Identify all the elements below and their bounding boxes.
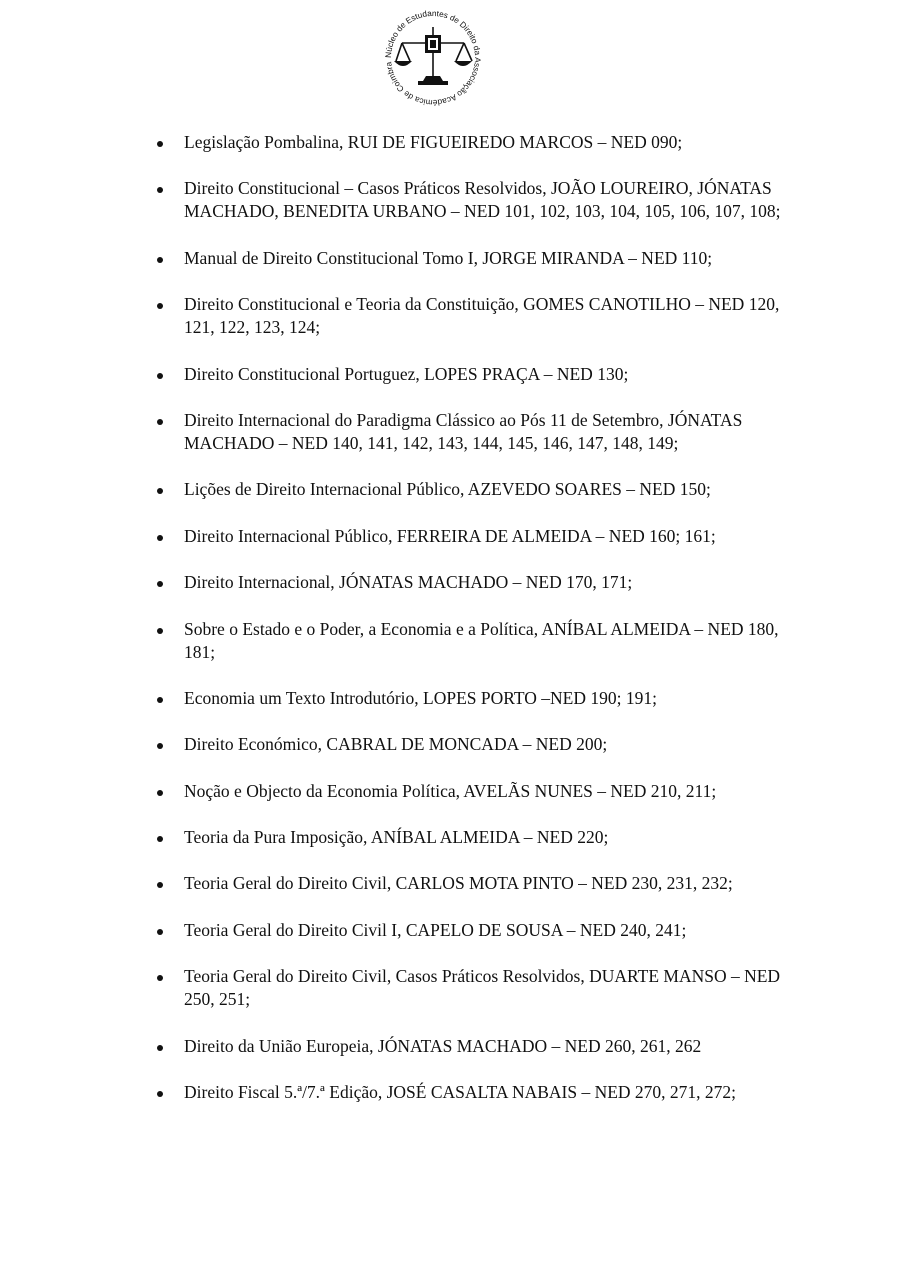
list-item — [155, 1035, 795, 1058]
list-item-text: Noção e Objecto da Economia Política, AVELÃS NUNES – NED 210, 211; — [184, 780, 717, 801]
ned-logo — [380, 5, 486, 111]
list-item-text: Direito Internacional do Paradigma Clássico ao Pós 11 de Setembro, JÓNATAS MACHADO – NED 140, 141, 142, 143, 144, 145, 146, 147, 148, 149; — [184, 409, 743, 453]
list-item — [155, 618, 795, 664]
list-item — [155, 525, 795, 548]
bullet-icon — [157, 141, 163, 147]
list-item-text: Direito Internacional Público, FERREIRA DE ALMEIDA – NED 160; 161; — [184, 525, 716, 546]
list-item — [155, 687, 795, 710]
list-item — [155, 965, 795, 1011]
list-item-text: Teoria da Pura Imposição, ANÍBAL ALMEIDA – NED 220; — [184, 827, 609, 848]
list-item-text: Direito Constitucional Portuguez, LOPES PRAÇA – NED 130; — [184, 363, 629, 384]
bullet-icon — [157, 697, 163, 703]
bullet-icon — [157, 1045, 163, 1051]
bullet-icon — [157, 929, 163, 935]
list-item-text: Sobre o Estado e o Poder, a Economia e a Política, ANÍBAL ALMEIDA – NED 180, 181; — [184, 618, 779, 662]
list-item-text: Direito Económico, CABRAL DE MONCADA – NED 200; — [184, 734, 608, 755]
list-item-text: Direito Constitucional – Casos Práticos Resolvidos, JOÃO LOUREIRO, JÓNATAS MACHADO, BENEDITA URBANO – NED 101, 102, 103, 104, 105, 106, 107, 108; — [184, 178, 781, 222]
list-item — [155, 733, 795, 756]
bullet-icon — [157, 257, 163, 263]
list-item-text: Manual de Direito Constitucional Tomo I, JORGE MIRANDA – NED 110; — [184, 247, 713, 268]
bullet-icon — [157, 836, 163, 842]
list-item — [155, 177, 795, 223]
bullet-icon — [157, 882, 163, 888]
list-item — [155, 409, 795, 455]
list-item-text: Direito da União Europeia, JÓNATAS MACHADO – NED 260, 261, 262 — [184, 1035, 702, 1056]
bullet-icon — [157, 628, 163, 634]
list-item — [155, 919, 795, 942]
list-item-text: Direito Internacional, JÓNATAS MACHADO – NED 170, 171; — [184, 572, 633, 593]
bullet-icon — [157, 1091, 163, 1097]
list-item — [155, 293, 795, 339]
list-item-text: Economia um Texto Introdutório, LOPES PORTO –NED 190; 191; — [184, 687, 657, 708]
list-item — [155, 872, 795, 895]
list-item — [155, 1081, 795, 1104]
list-item — [155, 780, 795, 803]
list-item-text: Lições de Direito Internacional Público, AZEVEDO SOARES – NED 150; — [184, 479, 711, 500]
list-item-text: Teoria Geral do Direito Civil, Casos Práticos Resolvidos, DUARTE MANSO – NED 250, 251; — [184, 966, 781, 1010]
bullet-icon — [157, 535, 163, 541]
list-item — [155, 826, 795, 849]
list-item — [155, 247, 795, 270]
bullet-icon — [157, 581, 163, 587]
list-item-text: Direito Constitucional e Teoria da Constituição, GOMES CANOTILHO – NED 120, 121, 122, 123, 124; — [184, 294, 780, 338]
list-item — [155, 363, 795, 386]
list-item-text: Teoria Geral do Direito Civil, CARLOS MOTA PINTO – NED 230, 231, 232; — [184, 873, 733, 894]
bullet-icon — [157, 743, 163, 749]
bullet-icon — [157, 975, 163, 981]
list-item — [155, 571, 795, 594]
list-item — [155, 131, 795, 154]
list-item-text: Legislação Pombalina, RUI DE FIGUEIREDO MARCOS – NED 090; — [184, 132, 683, 152]
list-item-text: Direito Fiscal 5.ª/7.ª Edição, JOSÉ CASALTA NABAIS – NED 270, 271, 272; — [184, 1082, 737, 1103]
list-item — [155, 478, 795, 501]
list-item-text: Teoria Geral do Direito Civil I, CAPELO DE SOUSA – NED 240, 241; — [184, 919, 687, 940]
bullet-icon — [157, 187, 163, 193]
bullet-icon — [157, 373, 163, 379]
reference-list — [155, 131, 795, 1127]
scales-of-justice-icon — [380, 5, 486, 111]
bullet-icon — [157, 488, 163, 494]
logo-ring-text: Núcleo de Estudantes de Direito da Associação Académica de Coimbra — [383, 8, 483, 108]
bullet-icon — [157, 303, 163, 309]
bullet-icon — [157, 790, 163, 796]
bullet-icon — [157, 419, 163, 425]
